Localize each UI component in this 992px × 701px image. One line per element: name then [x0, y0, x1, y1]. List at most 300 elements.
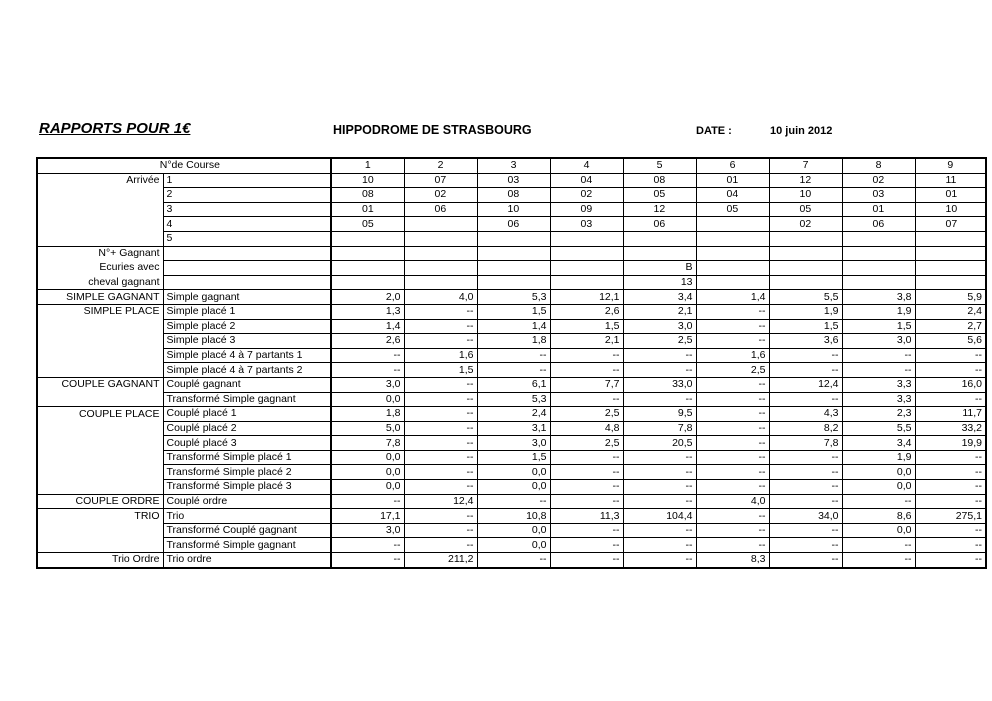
- course-number: 1: [331, 158, 404, 173]
- arrivee-cell: 04: [696, 188, 769, 203]
- rapport-value: --: [696, 436, 769, 451]
- category-cell: [37, 202, 163, 217]
- rapport-value: --: [404, 319, 477, 334]
- rapport-value: 0,0: [331, 465, 404, 480]
- rapport-value: --: [623, 392, 696, 407]
- rapport-row: [37, 538, 986, 553]
- rapport-value: --: [975, 363, 982, 376]
- rapport-value: --: [623, 465, 696, 480]
- ecuries-label: Ecuries avec: [37, 261, 163, 276]
- rapport-row: [37, 363, 986, 378]
- rapport-value: --: [696, 421, 769, 436]
- rapport-value: --: [696, 480, 769, 495]
- arrivee-cell: 05: [331, 217, 404, 232]
- rapport-value: 2,6: [331, 334, 404, 349]
- rapport-value: --: [842, 538, 915, 553]
- ecuries-cell: 13: [623, 275, 696, 290]
- rapport-value: --: [623, 363, 696, 378]
- rapport-value: --: [477, 494, 550, 509]
- rapport-row: [37, 377, 986, 392]
- rapport-value: 0,0: [331, 392, 404, 407]
- n-gagnant-cell: [550, 246, 623, 261]
- rapport-value: 2,1: [550, 334, 623, 349]
- course-number: 8: [842, 158, 915, 173]
- ecuries-cell: [477, 261, 550, 276]
- ecuries-cell: [769, 275, 842, 290]
- n-gagnant-cell: [842, 246, 915, 261]
- rapport-value: 0,0: [477, 538, 550, 553]
- arrivee-cell: [404, 231, 477, 246]
- rapport-value: --: [769, 392, 842, 407]
- rapport-value: --: [915, 348, 986, 363]
- rapport-value: 12,1: [550, 290, 623, 305]
- rapport-value: 1,3: [331, 304, 404, 319]
- n-gagnant-cell: [404, 246, 477, 261]
- category-cell: [37, 523, 163, 538]
- rapport-label: Simple placé 2: [163, 319, 331, 334]
- rapport-value: --: [696, 450, 769, 465]
- rapport-value: --: [769, 450, 842, 465]
- rapport-value: --: [769, 363, 842, 378]
- arrivee-cell: 07: [404, 173, 477, 188]
- rapport-label: Simple placé 3: [163, 334, 331, 349]
- arrivee-cell: 10: [331, 173, 404, 188]
- arrivee-cell: 01: [842, 202, 915, 217]
- rapport-label: Transformé Simple placé 1: [163, 450, 331, 465]
- rapport-value: --: [404, 436, 477, 451]
- rapport-value: 33,2: [915, 421, 986, 436]
- rapport-value: --: [623, 480, 696, 495]
- ecuries-cell: [404, 261, 477, 276]
- arrivee-cell: [696, 217, 769, 232]
- rapport-value: 3,1: [477, 421, 550, 436]
- arrivee-cell: 09: [550, 202, 623, 217]
- rapport-value: --: [769, 553, 842, 568]
- rapport-value: 7,8: [623, 421, 696, 436]
- rapport-value: 0,0: [331, 450, 404, 465]
- rapport-value: 4,0: [696, 494, 769, 509]
- rapport-value: 5,5: [769, 290, 842, 305]
- rapport-value: 3,0: [331, 377, 404, 392]
- arrivee-cell: 06: [842, 217, 915, 232]
- rapport-value: --: [769, 480, 842, 495]
- rapport-value: --: [915, 450, 986, 465]
- rapport-value: --: [404, 538, 477, 553]
- rapport-value: 19,9: [915, 436, 986, 451]
- rapport-value: --: [842, 494, 915, 509]
- rapport-value: 1,5: [404, 363, 477, 378]
- course-number: 6: [696, 158, 769, 173]
- rapport-value: --: [404, 304, 477, 319]
- rapport-value: 12,4: [769, 377, 842, 392]
- rapport-value: --: [550, 553, 623, 568]
- rapport-label: Couplé placé 1: [163, 407, 331, 422]
- category-cell: [37, 319, 163, 334]
- rapport-label: Couplé placé 3: [163, 436, 331, 451]
- rapport-value: --: [623, 348, 696, 363]
- rapport-value: --: [404, 450, 477, 465]
- arrivee-cell: 12: [623, 202, 696, 217]
- rapport-value: --: [975, 538, 982, 551]
- group-label: SIMPLE GAGNANT: [37, 290, 163, 305]
- rapport-value: 8,3: [696, 553, 769, 568]
- subcategory-cell: [163, 261, 331, 276]
- rapport-value: --: [477, 363, 550, 378]
- rapport-value: 2,1: [623, 304, 696, 319]
- rapport-value: 1,5: [769, 319, 842, 334]
- rapport-value: 1,8: [477, 334, 550, 349]
- rapport-row: [37, 436, 986, 451]
- rapport-value: --: [842, 348, 915, 363]
- arrivee-cell: 01: [915, 188, 986, 203]
- arrivee-cell: 02: [769, 217, 842, 232]
- rapport-row: [37, 290, 986, 305]
- arrivee-cell: 10: [769, 188, 842, 203]
- course-number: 4: [550, 158, 623, 173]
- rapport-value: 1,6: [404, 348, 477, 363]
- rapport-label: Transformé Simple gagnant: [163, 392, 331, 407]
- rapport-value: 3,3: [842, 377, 915, 392]
- course-header-row: [37, 158, 986, 173]
- ecuries-cell: B: [623, 261, 696, 276]
- rapport-value: --: [404, 465, 477, 480]
- rapport-value: --: [696, 523, 769, 538]
- rapport-value: 3,0: [331, 523, 404, 538]
- course-number: 9: [915, 158, 986, 173]
- category-cell: [37, 363, 163, 378]
- ecuries-label: cheval gagnant: [37, 275, 163, 290]
- category-cell: [37, 392, 163, 407]
- subcategory-cell: [163, 275, 331, 290]
- table-body: [37, 158, 986, 568]
- ecuries-cell: [331, 261, 404, 276]
- ecuries-cell: [477, 275, 550, 290]
- ecuries-cell: [696, 261, 769, 276]
- subcategory-cell: [163, 246, 331, 261]
- category-cell: [37, 480, 163, 495]
- rapport-value: --: [331, 553, 404, 568]
- rapport-value: --: [769, 538, 842, 553]
- arrivee-position: 1: [163, 173, 331, 188]
- arrivee-cell: 06: [404, 202, 477, 217]
- rapport-value: 7,8: [769, 436, 842, 451]
- arrivee-cell: 04: [550, 173, 623, 188]
- arrivee-cell: [477, 231, 550, 246]
- n-gagnant-cell: [623, 246, 696, 261]
- rapport-row: [37, 407, 986, 422]
- rapport-row: [37, 304, 986, 319]
- page-title: RAPPORTS POUR 1€: [39, 120, 191, 137]
- rapport-value: --: [550, 480, 623, 495]
- arrivee-cell: [696, 231, 769, 246]
- rapport-value: --: [623, 494, 696, 509]
- rapport-label: Transformé Simple gagnant: [163, 538, 331, 553]
- rapport-value: --: [623, 523, 696, 538]
- arrivee-label: Arrivée: [37, 173, 163, 188]
- rapport-value: 211,2: [404, 553, 477, 568]
- rapport-value: 12,4: [404, 494, 477, 509]
- arrivee-row: [37, 173, 986, 188]
- arrivee-position: 2: [163, 188, 331, 203]
- rapport-row: [37, 348, 986, 363]
- rapport-value: 7,7: [550, 377, 623, 392]
- rapport-row: [37, 509, 986, 524]
- rapport-label: Couplé placé 2: [163, 421, 331, 436]
- rapport-value: --: [550, 523, 623, 538]
- rapport-label: Simple placé 4 à 7 partants 2: [163, 363, 331, 378]
- rapport-value: 3,6: [769, 334, 842, 349]
- group-label: COUPLE GAGNANT: [37, 377, 163, 392]
- n-gagnant-cell: [696, 246, 769, 261]
- arrivee-cell: 03: [477, 173, 550, 188]
- rapport-value: --: [696, 538, 769, 553]
- rapport-value: --: [769, 494, 842, 509]
- rapport-value: 9,5: [623, 407, 696, 422]
- ecuries-cell: [696, 275, 769, 290]
- arrivee-cell: 06: [623, 217, 696, 232]
- group-label: SIMPLE PLACE: [37, 304, 163, 319]
- arrivee-cell: 02: [550, 188, 623, 203]
- rapport-value: 2,3: [842, 407, 915, 422]
- rapport-value: 2,7: [915, 319, 986, 334]
- rapport-value: 11,7: [915, 407, 986, 422]
- rapport-value: 3,4: [842, 436, 915, 451]
- ecuries-cell: [550, 275, 623, 290]
- rapport-value: 3,8: [842, 290, 915, 305]
- arrivee-cell: 01: [696, 173, 769, 188]
- rapport-row: [37, 480, 986, 495]
- rapport-label: Trio ordre: [163, 553, 331, 568]
- rapport-row: [37, 553, 986, 568]
- rapport-value: 2,4: [915, 304, 986, 319]
- rapport-value: --: [696, 319, 769, 334]
- rapport-value: --: [331, 348, 404, 363]
- rapport-value: --: [550, 538, 623, 553]
- rapport-label: Simple gagnant: [163, 290, 331, 305]
- arrivee-row: [37, 188, 986, 203]
- rapport-value: 5,9: [915, 290, 986, 305]
- ecuries-cell: [550, 261, 623, 276]
- rapport-value: --: [404, 509, 477, 524]
- rapport-value: --: [696, 392, 769, 407]
- rapport-value: 10,8: [477, 509, 550, 524]
- rapport-value: 2,5: [550, 407, 623, 422]
- arrivee-cell: [550, 231, 623, 246]
- rapport-value: 4,3: [769, 407, 842, 422]
- rapport-value: --: [550, 450, 623, 465]
- rapport-value: --: [842, 553, 915, 568]
- rapport-value: --: [477, 553, 550, 568]
- rapport-value: 16,0: [915, 377, 986, 392]
- rapport-value: 1,5: [550, 319, 623, 334]
- category-cell: [37, 188, 163, 203]
- arrivee-cell: 05: [696, 202, 769, 217]
- rapport-value: --: [696, 377, 769, 392]
- rapport-value: --: [975, 480, 982, 493]
- rapport-value: --: [623, 450, 696, 465]
- arrivee-cell: 02: [404, 188, 477, 203]
- n-gagnant-row: [37, 246, 986, 261]
- arrivee-cell: 12: [769, 173, 842, 188]
- rapport-value: --: [331, 494, 404, 509]
- rapport-label: Couplé gagnant: [163, 377, 331, 392]
- n-gagnant-cell: [331, 246, 404, 261]
- arrivee-row: [37, 202, 986, 217]
- rapport-value: 5,3: [477, 392, 550, 407]
- arrivee-cell: 01: [331, 202, 404, 217]
- rapport-value: 0,0: [477, 480, 550, 495]
- ecuries-cell: [842, 261, 915, 276]
- group-label: COUPLE PLACE: [37, 407, 163, 422]
- course-number: 2: [404, 158, 477, 173]
- rapport-value: 2,6: [550, 304, 623, 319]
- rapport-value: 2,4: [477, 407, 550, 422]
- rapport-value: 2,5: [550, 436, 623, 451]
- rapport-value: --: [915, 494, 986, 509]
- rapport-value: 11,3: [550, 509, 623, 524]
- hippodrome-name: HIPPODROME DE STRASBOURG: [333, 123, 532, 137]
- rapport-value: --: [404, 392, 477, 407]
- rapport-value: 1,9: [842, 304, 915, 319]
- category-cell: [37, 538, 163, 553]
- course-number: 7: [769, 158, 842, 173]
- rapport-value: 3,0: [477, 436, 550, 451]
- group-label: COUPLE ORDRE: [37, 494, 163, 509]
- rapport-value: 8,6: [842, 509, 915, 524]
- arrivee-cell: 05: [769, 202, 842, 217]
- rapport-value: 0,0: [842, 465, 915, 480]
- rapport-value: 2,0: [331, 290, 404, 305]
- arrivee-row: [37, 231, 986, 246]
- ecuries-cell: [769, 261, 842, 276]
- rapport-value: 5,3: [477, 290, 550, 305]
- rapport-value: 1,9: [842, 450, 915, 465]
- arrivee-position: 3: [163, 202, 331, 217]
- rapport-value: 2,5: [696, 363, 769, 378]
- ecuries-row: [37, 275, 986, 290]
- course-label: N°de Course: [37, 158, 331, 173]
- rapport-value: --: [696, 304, 769, 319]
- group-label: TRIO: [37, 509, 163, 524]
- rapport-value: --: [550, 392, 623, 407]
- category-cell: [37, 436, 163, 451]
- rapport-value: 0,0: [331, 480, 404, 495]
- rapport-value: 0,0: [477, 523, 550, 538]
- rapport-row: [37, 392, 986, 407]
- rapport-value: 3,0: [623, 319, 696, 334]
- rapport-row: [37, 421, 986, 436]
- rapport-label: Transformé Simple placé 2: [163, 465, 331, 480]
- rapport-value: 3,0: [842, 334, 915, 349]
- rapport-value: --: [696, 407, 769, 422]
- group-label: Trio Ordre: [37, 553, 163, 568]
- rapport-value: 104,4: [623, 509, 696, 524]
- rapport-value: --: [404, 334, 477, 349]
- arrivee-cell: 08: [331, 188, 404, 203]
- rapport-value: --: [404, 377, 477, 392]
- arrivee-cell: 06: [477, 217, 550, 232]
- ecuries-cell: [331, 275, 404, 290]
- rapport-row: [37, 334, 986, 349]
- arrivee-cell: 03: [550, 217, 623, 232]
- rapport-label: Simple placé 1: [163, 304, 331, 319]
- rapport-value: 1,5: [477, 450, 550, 465]
- arrivee-cell: 02: [842, 173, 915, 188]
- rapport-value: --: [696, 465, 769, 480]
- ecuries-cell: [915, 275, 986, 290]
- arrivee-cell: 05: [623, 188, 696, 203]
- rapport-value: 1,4: [696, 290, 769, 305]
- rapport-value: --: [623, 553, 696, 568]
- rapports-table: [36, 157, 987, 569]
- rapport-value: 5,0: [331, 421, 404, 436]
- rapport-value: 33,0: [623, 377, 696, 392]
- category-cell: [37, 334, 163, 349]
- rapport-value: 1,4: [477, 319, 550, 334]
- arrivee-row: [37, 217, 986, 232]
- date-label: DATE :: [696, 125, 732, 137]
- rapport-row: [37, 450, 986, 465]
- rapport-value: --: [404, 523, 477, 538]
- rapport-value: 1,8: [331, 407, 404, 422]
- n-gagnant-cell: [477, 246, 550, 261]
- rapport-row: [37, 523, 986, 538]
- rapport-label: Simple placé 4 à 7 partants 1: [163, 348, 331, 363]
- arrivee-cell: [915, 231, 986, 246]
- rapport-value: --: [331, 538, 404, 553]
- rapport-value: --: [915, 553, 986, 568]
- rapport-value: --: [696, 334, 769, 349]
- rapport-value: --: [550, 363, 623, 378]
- rapport-value: --: [915, 465, 986, 480]
- rapport-label: Transformé Couplé gagnant: [163, 523, 331, 538]
- rapport-value: 7,8: [331, 436, 404, 451]
- rapport-value: 34,0: [769, 509, 842, 524]
- rapport-row: [37, 319, 986, 334]
- rapport-label: Trio: [163, 509, 331, 524]
- arrivee-cell: 07: [915, 217, 986, 232]
- arrivee-cell: 08: [477, 188, 550, 203]
- arrivee-cell: [331, 231, 404, 246]
- rapport-value: --: [696, 509, 769, 524]
- arrivee-cell: [842, 231, 915, 246]
- ecuries-cell: [915, 261, 986, 276]
- rapport-value: 0,0: [477, 465, 550, 480]
- rapport-value: 20,5: [623, 436, 696, 451]
- arrivee-cell: 11: [915, 173, 986, 188]
- rapport-value: 17,1: [331, 509, 404, 524]
- rapport-value: 1,6: [696, 348, 769, 363]
- rapport-value: 3,4: [623, 290, 696, 305]
- course-number: 5: [623, 158, 696, 173]
- rapport-label: Couplé ordre: [163, 494, 331, 509]
- rapport-value: --: [623, 538, 696, 553]
- rapport-value: --: [404, 421, 477, 436]
- rapport-value: 3,3: [842, 392, 915, 407]
- rapport-value: --: [477, 348, 550, 363]
- rapport-row: [37, 465, 986, 480]
- arrivee-position: 4: [163, 217, 331, 232]
- rapport-value: 1,9: [769, 304, 842, 319]
- rapport-value: --: [404, 407, 477, 422]
- arrivee-cell: [769, 231, 842, 246]
- ecuries-cell: [842, 275, 915, 290]
- arrivee-position: 5: [163, 231, 331, 246]
- arrivee-cell: [404, 217, 477, 232]
- rapport-value: 4,8: [550, 421, 623, 436]
- rapport-value: 0,0: [842, 480, 915, 495]
- rapport-value: --: [915, 523, 986, 538]
